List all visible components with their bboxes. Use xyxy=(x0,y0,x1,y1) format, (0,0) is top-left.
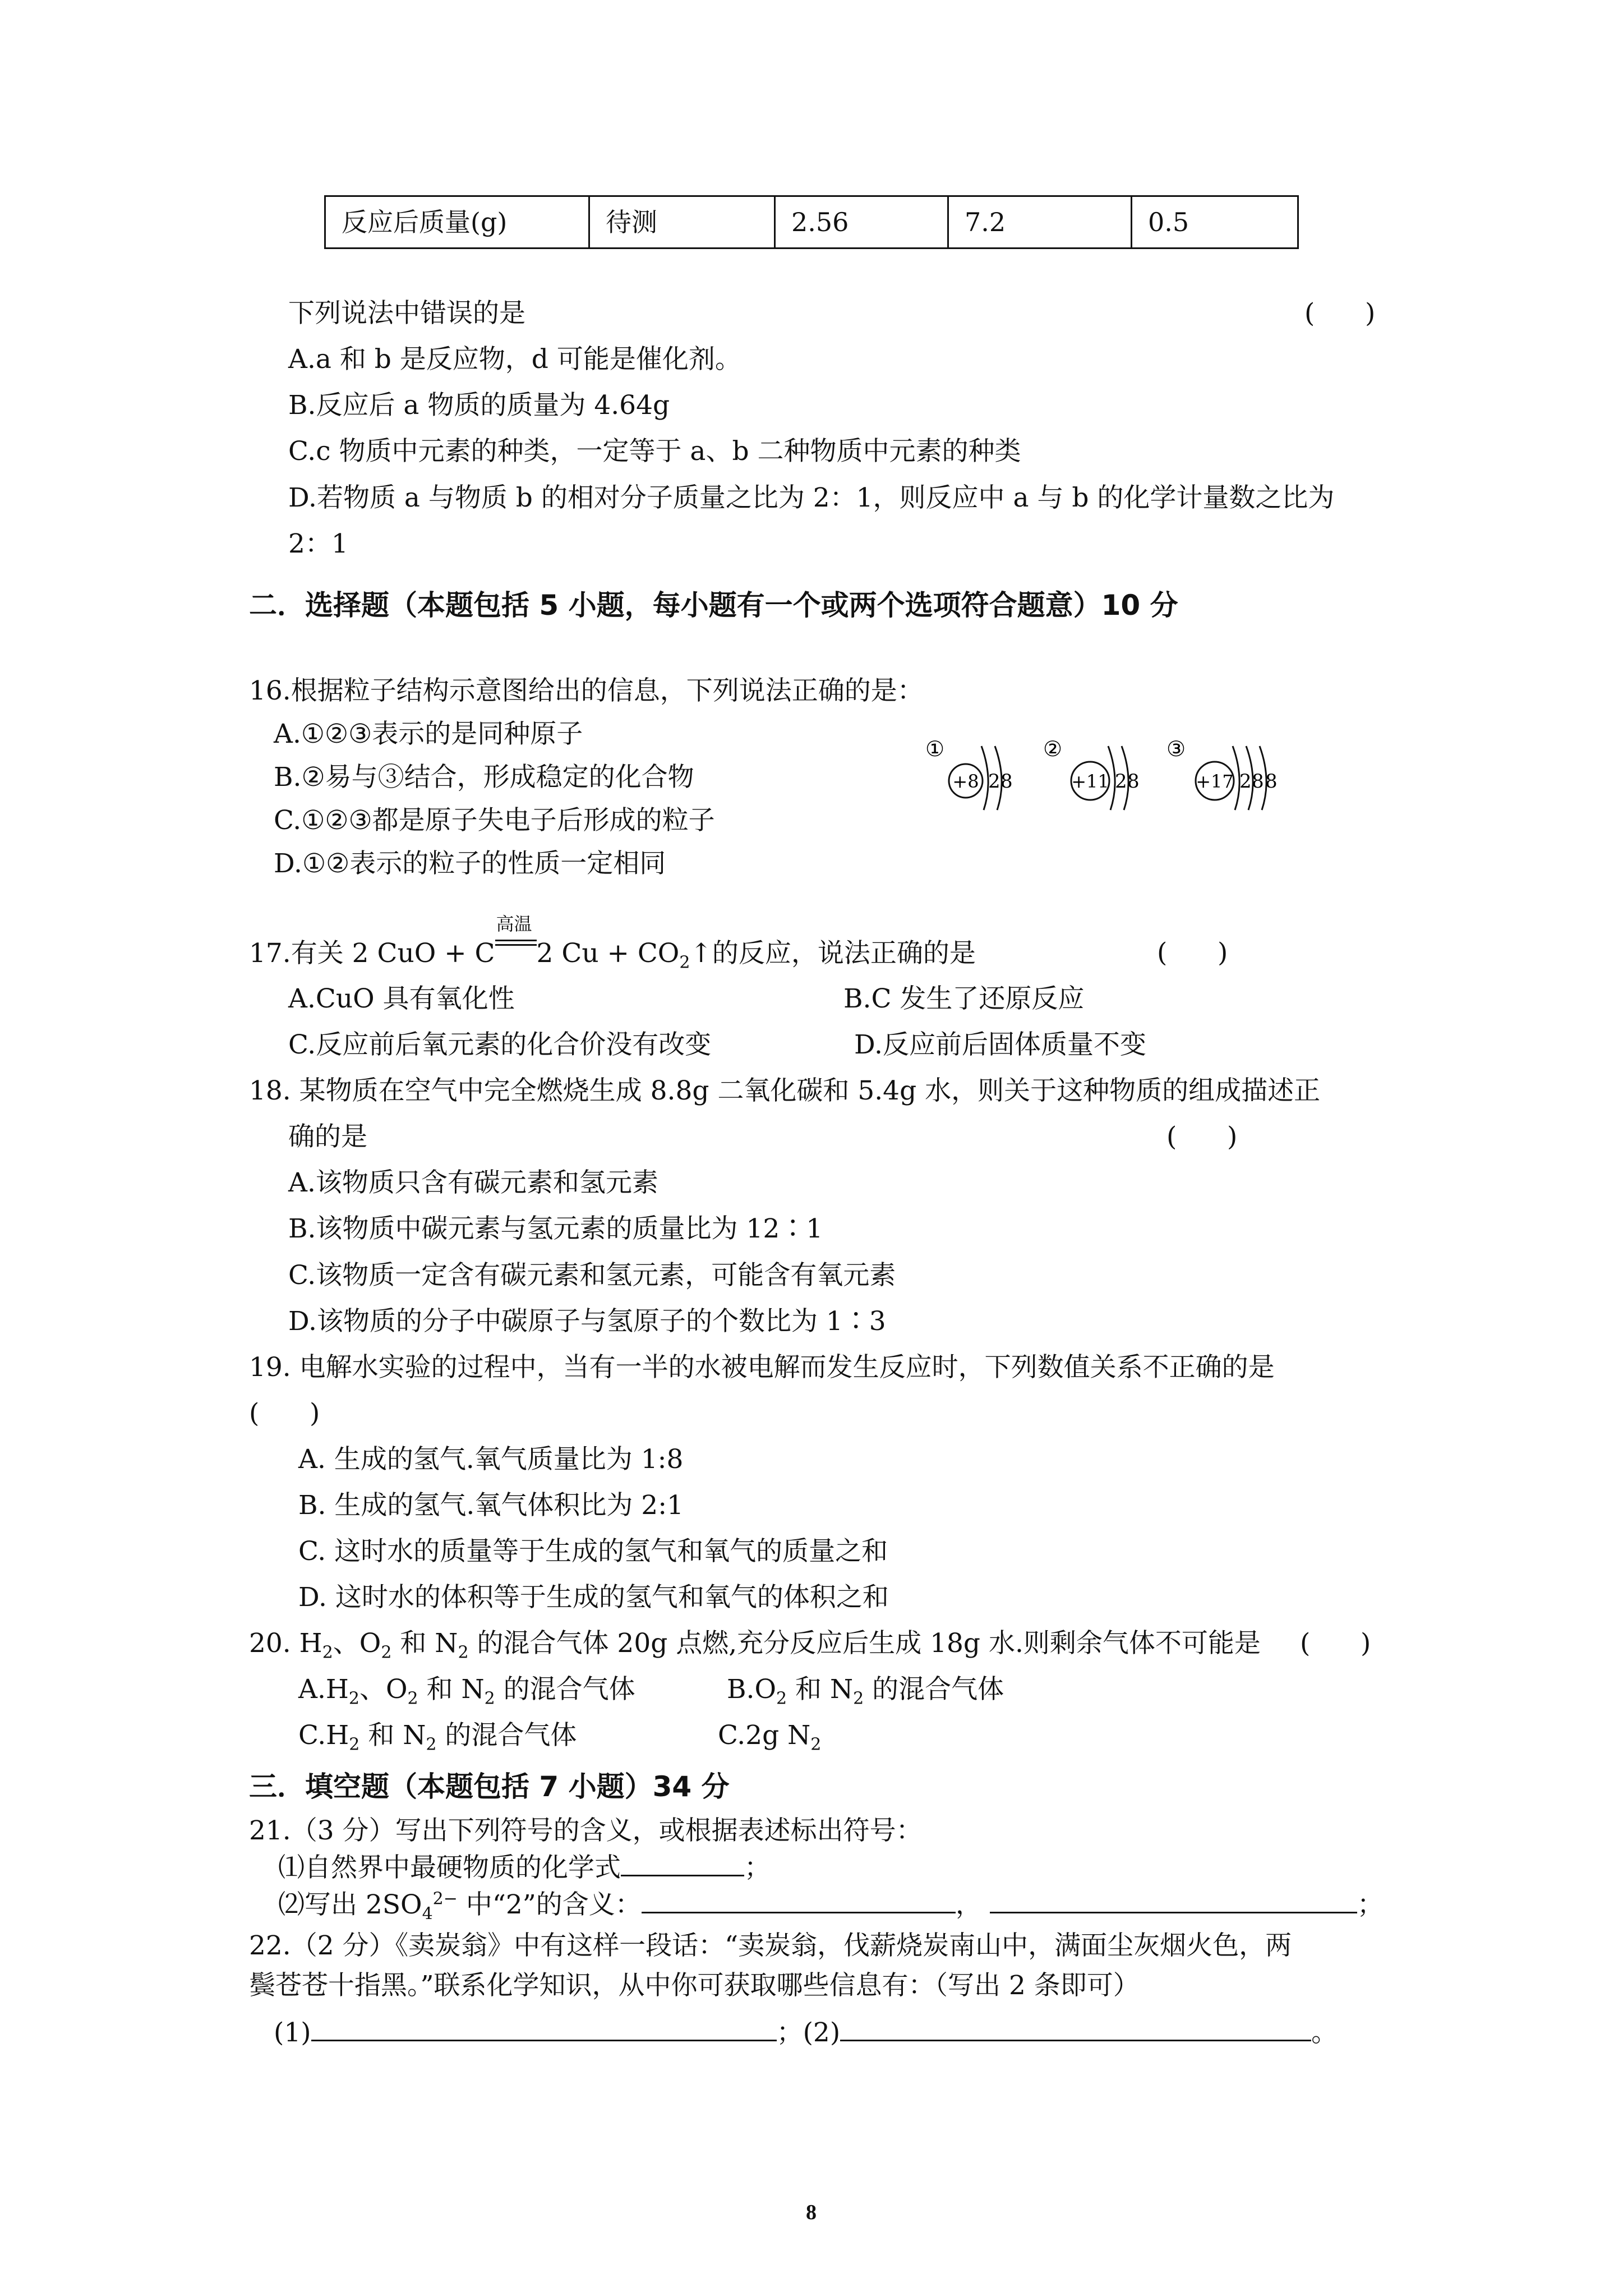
q15-option-c: C.c 物质中元素的种类，一定等于 a、b 二种物质中元素的种类 xyxy=(288,436,1021,467)
shell-electrons: 8 xyxy=(1265,770,1278,793)
q20-option-b: $B.O_2$ 和 $N_2$ 的混合气体 xyxy=(727,1674,1004,1709)
q18-option-b: B.该物质中碳元素与氢元素的质量比为 12∶1 xyxy=(288,1213,823,1244)
answer-blank[interactable] xyxy=(642,1892,956,1913)
diagram-index: ① xyxy=(925,737,945,761)
q21-item-2: ⑵写出 $2SO_4^{2-}$ 中“2”的含义： ， ； xyxy=(278,1889,1384,1924)
particle-structure-diagrams xyxy=(925,729,1318,813)
q20-stem: 20. $H_2$、$O_2$ 和 $N_2$ 的混合气体 20g 点燃,充分反应后生成 18g 水.则剩余气体不可能是 xyxy=(249,1628,1261,1663)
q22-stem: 22.（2 分）《卖炭翁》中有这样一段话：“卖炭翁，伐薪烧炭南山中，满面尘灰烟火色，两 xyxy=(249,1930,1292,1961)
answer-blank[interactable] xyxy=(990,1892,1357,1913)
q19-answer-bracket: ( ) xyxy=(249,1398,320,1429)
atom-diagram-3 xyxy=(1166,737,1278,810)
atom-diagram-1 xyxy=(925,737,1013,810)
q15-stem: 下列说法中错误的是 xyxy=(288,298,525,329)
q16-option-c: C.①②③都是原子失电子后形成的粒子 xyxy=(274,805,715,836)
q17-option-c: C.反应前后氧元素的化合价没有改变 xyxy=(288,1029,712,1060)
q19-option-b: B. 生成的氢气.氧气体积比为 2:1 xyxy=(298,1490,684,1521)
q15-option-a: A.a 和 b 是反应物，d 可能是催化剂。 xyxy=(288,344,741,375)
nucleus-charge: +11 xyxy=(1071,771,1109,792)
q19-option-d: D. 这时水的体积等于生成的氢气和氧气的体积之和 xyxy=(298,1582,889,1613)
q20-option-d: C.2g $N_2$ xyxy=(718,1720,822,1755)
answer-blank[interactable] xyxy=(840,2019,1311,2041)
nucleus-charge: +8 xyxy=(952,771,979,792)
q16-stem: 16.根据粒子结构示意图给出的信息，下列说法正确的是： xyxy=(249,675,924,706)
table-cell: 2.56 xyxy=(775,196,948,249)
reaction-condition: 高温 xyxy=(496,913,532,935)
q16-option-a: A.①②③表示的是同种原子 xyxy=(274,719,583,749)
reaction-condition-arrow xyxy=(495,913,537,962)
q20-answer-bracket: ( ) xyxy=(1300,1628,1371,1659)
q21-item-1: ⑴自然界中最硬物质的化学式 ； xyxy=(278,1852,771,1883)
shell-electrons: 8 xyxy=(1252,770,1264,793)
q19-option-a: A. 生成的氢气.氧气质量比为 1:8 xyxy=(298,1444,684,1475)
q18-option-d: D.该物质的分子中碳原子与氢原子的个数比为 1∶3 xyxy=(288,1306,886,1337)
table-cell: 待测 xyxy=(589,196,775,249)
q15-option-b: B.反应后 a 物质的质量为 4.64g xyxy=(288,390,670,421)
q17-stem: 17.有关 2 CuO + C 高温 2 $Cu + CO_2↑$的反应，说法正确的是 xyxy=(249,913,976,973)
q20-option-a: $A.H_2$、$O_2$ 和 $N_2$ 的混合气体 xyxy=(298,1674,635,1709)
q19-stem: 19. 电解水实验的过程中，当有一半的水被电解而发生反应时，下列数值关系不正确的是 xyxy=(249,1352,1275,1383)
q18-option-a: A.该物质只含有碳元素和氢元素 xyxy=(288,1167,658,1198)
answer-blank[interactable] xyxy=(311,2019,777,2041)
shell-electrons: 2 xyxy=(988,770,1000,793)
diagram-index: ② xyxy=(1043,737,1063,761)
shell-electrons: 2 xyxy=(1239,770,1252,793)
shell-electrons: 8 xyxy=(1000,770,1013,793)
page-number: 8 xyxy=(806,2201,817,2224)
shell-electrons: 8 xyxy=(1127,770,1140,793)
q18-answer-bracket: ( ) xyxy=(1166,1121,1238,1152)
q15-option-d: D.若物质 a 与物质 b 的相对分子质量之比为 2：1，则反应中 a 与 b 的化学计量数之比为 xyxy=(288,482,1335,513)
q18-stem: 18. 某物质在空气中完全燃烧生成 8.8g 二氧化碳和 5.4g 水，则关于这种物质的组成描述正 xyxy=(249,1075,1321,1106)
table-row xyxy=(325,196,1298,249)
q17-answer-bracket: ( ) xyxy=(1157,937,1228,968)
answer-blank[interactable] xyxy=(621,1855,744,1876)
section-heading-2: 二．选择题（本题包括 5 小题，每小题有一个或两个选项符合题意）10 分 xyxy=(249,589,1178,622)
q21-stem: 21.（3 分）写出下列符号的含义，或根据表述标出符号： xyxy=(249,1815,923,1846)
q22-answers: (1) ；(2) 。 xyxy=(274,2017,1338,2048)
q22-stem-cont: 鬓苍苍十指黑。”联系化学知识，从中你可获取哪些信息有：（写出 2 条即可） xyxy=(249,1970,1140,2001)
q16-option-d: D.①②表示的粒子的性质一定相同 xyxy=(274,848,666,879)
atom-diagram-2 xyxy=(1043,737,1140,810)
q16-option-b: B.②易与③结合，形成稳定的化合物 xyxy=(274,762,694,793)
q17-option-b: B.C 发生了还原反应 xyxy=(843,983,1085,1014)
q19-option-c: C. 这时水的质量等于生成的氢气和氧气的质量之和 xyxy=(298,1536,888,1567)
diagram-index: ③ xyxy=(1166,737,1186,761)
section-heading-3: 三．填空题（本题包括 7 小题）34 分 xyxy=(249,1770,730,1803)
q15-option-d-cont: 2：1 xyxy=(288,528,348,559)
q17-option-d: D.反应前后固体质量不变 xyxy=(854,1029,1146,1060)
nucleus-charge: +17 xyxy=(1196,771,1234,792)
table-row-label: 反应后质量(g) xyxy=(325,196,589,249)
mass-table xyxy=(324,195,1299,249)
table-cell: 0.5 xyxy=(1132,196,1298,249)
q18-stem-cont: 确的是 xyxy=(288,1121,367,1152)
q15-answer-bracket: ( ) xyxy=(1304,298,1376,329)
q20-option-c: $C.H_2$ 和 $N_2$ 的混合气体 xyxy=(298,1720,577,1755)
shell-electrons: 2 xyxy=(1115,770,1127,793)
table-cell: 7.2 xyxy=(948,196,1132,249)
q17-option-a: A.CuO 具有氧化性 xyxy=(288,983,515,1014)
q18-option-c: C.该物质一定含有碳元素和氢元素，可能含有氧元素 xyxy=(288,1260,896,1291)
